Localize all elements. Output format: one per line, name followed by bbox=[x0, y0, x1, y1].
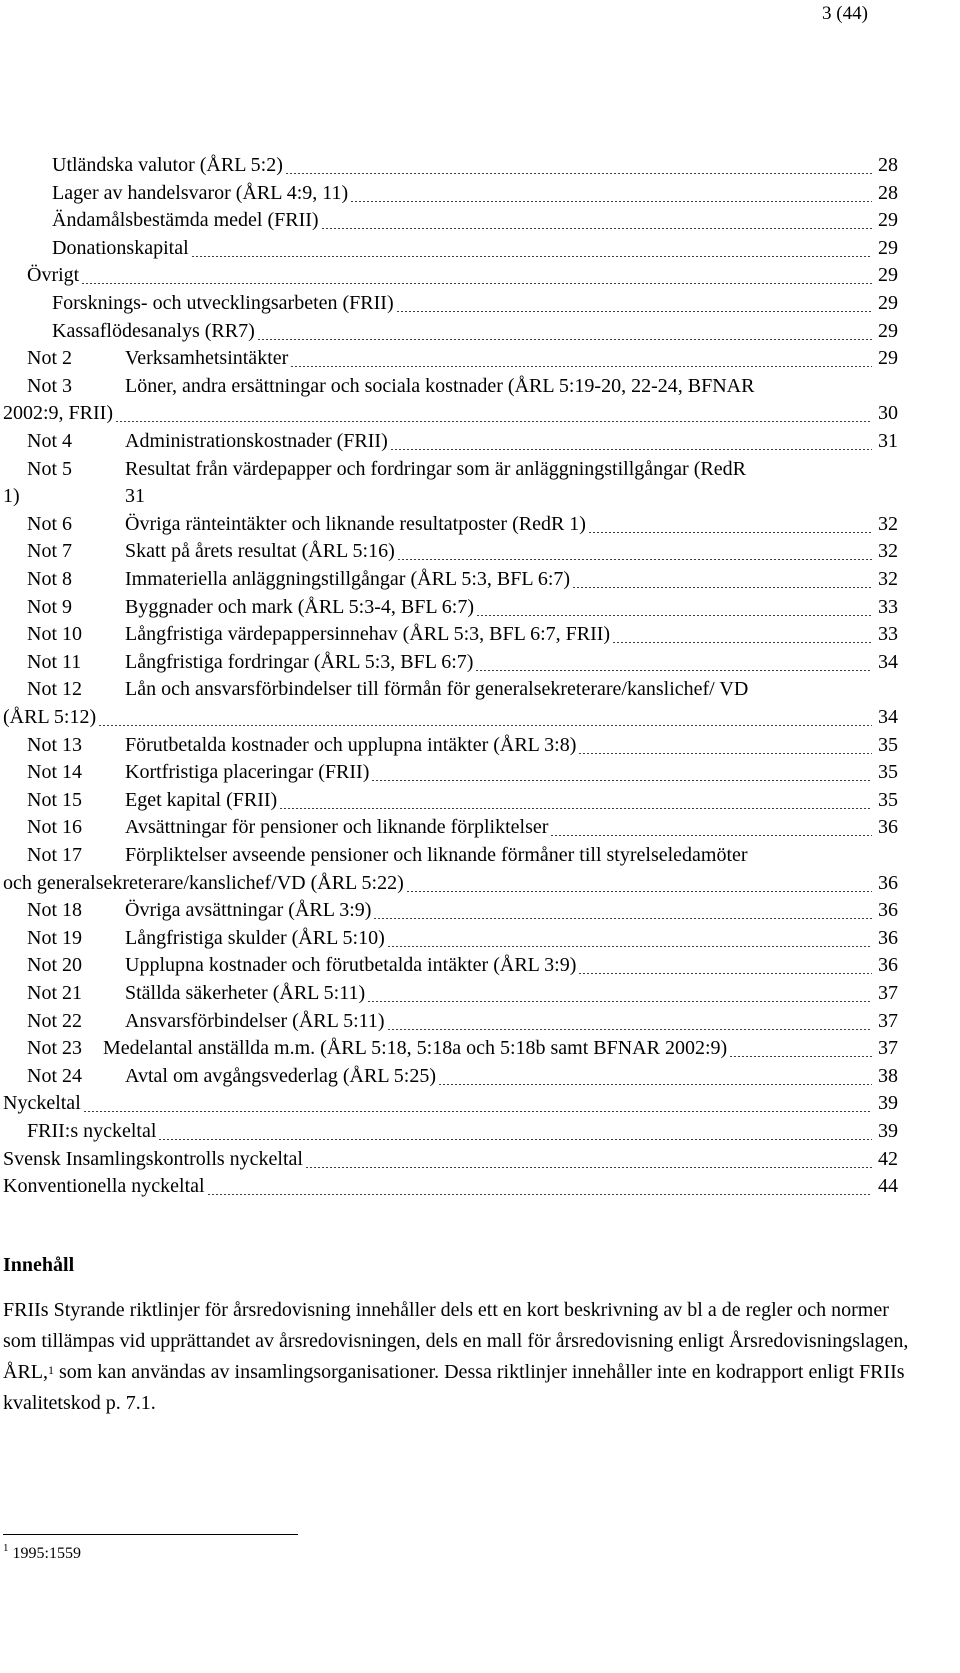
toc-entry[interactable] bbox=[27, 1118, 898, 1145]
toc-entry-title: Långfristiga skulder (ÅRL 5:10) bbox=[125, 926, 385, 949]
toc-entry-title: Upplupna kostnader och förutbetalda intäkter (ÅRL 3:9) bbox=[125, 954, 577, 977]
toc-entry[interactable] bbox=[27, 925, 898, 952]
toc-entry[interactable] bbox=[27, 428, 898, 455]
toc-entry[interactable] bbox=[27, 456, 898, 483]
toc-entry-page: 33 bbox=[876, 594, 898, 621]
toc-entry-continuation[interactable] bbox=[3, 483, 898, 510]
toc-entry-title: Kortfristiga placeringar (FRII) bbox=[125, 761, 370, 784]
toc-entry[interactable] bbox=[52, 290, 898, 317]
toc-leader-dots bbox=[367, 1001, 872, 1002]
toc-entry-number: Not 8 bbox=[27, 568, 72, 590]
toc-entry-number: Not 20 bbox=[27, 954, 82, 977]
toc-entry-title: Donationskapital bbox=[52, 236, 189, 259]
toc-entry-title: Forsknings- och utvecklingsarbeten (FRII) bbox=[52, 292, 394, 314]
toc-entry-number: Not 3 bbox=[27, 374, 72, 397]
toc-entry[interactable] bbox=[27, 538, 898, 565]
toc-entry-number: Not 5 bbox=[27, 457, 72, 480]
toc-entry-page: 28 bbox=[876, 180, 898, 207]
toc-entry-page: 36 bbox=[876, 952, 898, 979]
footnote-marker: 1 bbox=[3, 1542, 9, 1554]
toc-leader-dots bbox=[396, 311, 872, 312]
toc-entry-title: Immateriella anläggningstillgångar (ÅRL 5:3, BFL 6:7) bbox=[125, 568, 571, 590]
toc-entry-number: Not 23 bbox=[27, 1037, 82, 1060]
toc-entry-page: 33 bbox=[876, 621, 898, 648]
toc-entry[interactable] bbox=[27, 649, 898, 676]
toc-entry[interactable] bbox=[27, 262, 898, 289]
toc-entry-page: 39 bbox=[876, 1090, 898, 1117]
footnote-reference: 1 bbox=[48, 1363, 54, 1377]
toc-leader-dots bbox=[406, 891, 872, 892]
toc-entry[interactable] bbox=[27, 621, 898, 648]
toc-entry-number: Not 14 bbox=[27, 761, 82, 784]
toc-entry[interactable] bbox=[27, 980, 898, 1007]
toc-entry[interactable] bbox=[52, 152, 898, 179]
toc-entry[interactable] bbox=[27, 1035, 898, 1062]
toc-entry[interactable] bbox=[52, 180, 898, 207]
toc-entry-title: Skatt på årets resultat (ÅRL 5:16) bbox=[125, 540, 395, 563]
toc-entry-title: Verksamhetsintäkter bbox=[125, 347, 289, 370]
toc-entry-title: Avsättningar för pensioner och liknande förpliktelser bbox=[125, 816, 549, 839]
toc-leader-dots bbox=[387, 1029, 872, 1030]
toc-leader-dots bbox=[550, 835, 872, 836]
toc-entry-page: 32 bbox=[876, 511, 898, 538]
toc-entry-page: 38 bbox=[876, 1063, 898, 1090]
toc-leader-dots bbox=[191, 256, 872, 257]
toc-entry-title: Eget kapital (FRII) bbox=[125, 788, 278, 811]
toc-entry-page: 30 bbox=[876, 400, 898, 427]
toc-entry-title: Ställda säkerheter (ÅRL 5:11) bbox=[125, 982, 366, 1004]
toc-entry-page: 31 bbox=[125, 485, 145, 508]
paragraph-text-2: som kan användas av insamlingsorganisationer. Dessa riktlinjer innehåller inte en kodrapport enligt FRIIs kvalitetskod p. 7.1. bbox=[3, 1361, 905, 1414]
toc-entry-number: Not 13 bbox=[27, 733, 82, 756]
toc-entry-title: Konventionella nyckeltal bbox=[3, 1175, 205, 1198]
toc-entry-page: 36 bbox=[876, 870, 898, 897]
toc-entry[interactable] bbox=[3, 1146, 898, 1173]
toc-entry-number: Not 24 bbox=[27, 1064, 82, 1087]
toc-entry-page: 42 bbox=[876, 1146, 898, 1173]
toc-entry[interactable] bbox=[27, 952, 898, 979]
toc-entry-page: 32 bbox=[876, 566, 898, 593]
toc-entry-number: Not 16 bbox=[27, 816, 82, 839]
toc-leader-dots bbox=[578, 973, 872, 974]
toc-entry-title: Medelantal anställda m.m. (ÅRL 5:18, 5:18a och 5:18b samt BFNAR 2002:9) bbox=[103, 1037, 728, 1060]
toc-leader-dots bbox=[476, 615, 872, 616]
toc-leader-dots bbox=[279, 808, 872, 809]
toc-entry-page: 36 bbox=[876, 897, 898, 924]
toc-leader-dots bbox=[390, 449, 872, 450]
toc-entry-number: Not 17 bbox=[27, 844, 82, 866]
toc-entry[interactable] bbox=[52, 235, 898, 262]
toc-entry-title: Ändamålsbestämda medel (FRII) bbox=[52, 209, 319, 232]
toc-leader-dots bbox=[397, 559, 872, 560]
toc-entry-title-continuation: och generalsekreterare/kanslichef/VD (ÅRL 5:22) bbox=[3, 871, 404, 894]
toc-entry-title: FRII:s nyckeltal bbox=[27, 1120, 157, 1142]
toc-entry-page: 29 bbox=[876, 235, 898, 262]
toc-entry-title: Svensk Insamlingskontrolls nyckeltal bbox=[3, 1147, 303, 1170]
toc-leader-dots bbox=[475, 670, 872, 671]
toc-entry[interactable] bbox=[27, 732, 898, 759]
toc-entry-page: 29 bbox=[876, 345, 898, 372]
toc-entry-page: 29 bbox=[876, 318, 898, 345]
toc-leader-dots bbox=[371, 780, 872, 781]
toc-leader-dots bbox=[350, 201, 872, 202]
toc-entry-number: Not 7 bbox=[27, 540, 72, 563]
toc-entry-number: Not 11 bbox=[27, 650, 82, 673]
toc-entry-title: Övriga avsättningar (ÅRL 3:9) bbox=[125, 899, 372, 922]
toc-entry[interactable] bbox=[27, 345, 898, 372]
toc-entry[interactable] bbox=[27, 1063, 898, 1090]
toc-leader-dots bbox=[438, 1084, 872, 1085]
toc-entry[interactable] bbox=[27, 759, 898, 786]
paragraph-text-1: FRIIs Styrande riktlinjer för årsredovisning innehåller dels ett en kort beskrivning av bl a de regler och normer som tillämpas vid upprättandet av årsredovisningen, dels en mall för årsredovisning enligt Årsredovisningslagen, ÅRL, bbox=[3, 1299, 909, 1383]
toc-entry-title: Nyckeltal bbox=[3, 1092, 81, 1115]
toc-entry-title: Övriga ränteintäkter och liknande resultatposter (RedR 1) bbox=[125, 512, 586, 535]
toc-entry-title: Förutbetalda kostnader och upplupna intäkter (ÅRL 3:8) bbox=[125, 733, 577, 756]
toc-leader-dots bbox=[158, 1139, 872, 1140]
toc-entry-page: 35 bbox=[876, 787, 898, 814]
toc-leader-dots bbox=[81, 283, 872, 284]
section-heading: Innehåll bbox=[3, 1254, 75, 1276]
toc-leader-dots bbox=[285, 173, 872, 174]
toc-leader-dots bbox=[588, 532, 872, 533]
toc-entry-number: Not 12 bbox=[27, 678, 82, 701]
toc-entry-continuation[interactable] bbox=[3, 400, 898, 427]
toc-entry-title: Löner, andra ersättningar och sociala kostnader (ÅRL 5:19-20, 22-24, BFNAR bbox=[125, 374, 755, 397]
toc-entry[interactable] bbox=[27, 511, 898, 538]
toc-leader-dots bbox=[321, 228, 872, 229]
toc-leader-dots bbox=[387, 946, 872, 947]
toc-entry-number: Not 22 bbox=[27, 1009, 82, 1032]
toc-entry-title: Kassaflödesanalys (RR7) bbox=[52, 319, 255, 342]
toc-entry-continuation[interactable] bbox=[3, 704, 898, 731]
toc-entry-title: Administrationskostnader (FRII) bbox=[125, 430, 388, 452]
toc-entry-page: 37 bbox=[876, 1035, 898, 1062]
toc-entry[interactable] bbox=[3, 1090, 898, 1117]
toc-leader-dots bbox=[115, 421, 872, 422]
toc-leader-dots bbox=[290, 366, 872, 367]
toc-entry-page: 35 bbox=[876, 732, 898, 759]
toc-entry-title: Avtal om avgångsvederlag (ÅRL 5:25) bbox=[125, 1064, 437, 1087]
toc-leader-dots bbox=[578, 753, 872, 754]
toc-entry-page: 29 bbox=[876, 262, 898, 289]
toc-entry-number: Not 15 bbox=[27, 788, 82, 811]
toc-entry-title: Resultat från värdepapper och fordringar som är anläggningstillgångar (RedR bbox=[125, 457, 746, 480]
toc-entry-title: Lån och ansvarsförbindelser till förmån för generalsekreterare/kanslichef/ VD bbox=[125, 678, 749, 701]
toc-entry-title-continuation: 2002:9, FRII) bbox=[3, 402, 113, 425]
footnote-divider bbox=[3, 1534, 298, 1535]
toc-entry[interactable] bbox=[27, 1008, 898, 1035]
toc-entry-title: Utländska valutor (ÅRL 5:2) bbox=[52, 154, 283, 176]
toc-entry-page: 29 bbox=[876, 290, 898, 317]
toc-leader-dots bbox=[83, 1111, 872, 1112]
toc-leader-dots bbox=[612, 642, 872, 643]
toc-entry[interactable] bbox=[27, 676, 898, 703]
toc-entry-page: 28 bbox=[876, 152, 898, 179]
toc-entry-page: 36 bbox=[876, 814, 898, 841]
toc-entry-title: Byggnader och mark (ÅRL 5:3-4, BFL 6:7) bbox=[125, 595, 475, 618]
toc-leader-dots bbox=[572, 587, 872, 588]
toc-entry[interactable] bbox=[27, 897, 898, 924]
toc-entry[interactable] bbox=[52, 207, 898, 234]
toc-leader-dots bbox=[305, 1167, 872, 1168]
toc-entry-number: Not 9 bbox=[27, 595, 72, 618]
toc-leader-dots bbox=[207, 1194, 872, 1195]
toc-entry[interactable] bbox=[27, 594, 898, 621]
toc-entry-title-continuation: (ÅRL 5:12) bbox=[3, 706, 97, 728]
toc-entry-page: 31 bbox=[876, 428, 898, 455]
toc-entry-page: 29 bbox=[876, 207, 898, 234]
toc-entry-number: Not 4 bbox=[27, 430, 72, 452]
toc-entry[interactable] bbox=[27, 373, 898, 400]
intro-paragraph bbox=[3, 1295, 913, 1419]
toc-entry-page: 34 bbox=[876, 704, 898, 731]
toc-entry-number: Not 21 bbox=[27, 982, 82, 1004]
toc-entry[interactable] bbox=[27, 814, 898, 841]
toc-entry-number: Not 10 bbox=[27, 623, 82, 646]
toc-entry-page: 37 bbox=[876, 980, 898, 1007]
toc-leader-dots bbox=[373, 918, 872, 919]
footnote bbox=[3, 1542, 81, 1563]
toc-leader-dots bbox=[257, 339, 872, 340]
toc-entry[interactable] bbox=[27, 566, 898, 593]
toc-entry-number: Not 19 bbox=[27, 926, 82, 949]
toc-entry-number: Not 2 bbox=[27, 347, 72, 370]
toc-entry-page: 37 bbox=[876, 1008, 898, 1035]
page-number: 3 (44) bbox=[822, 3, 868, 24]
footnote-text: 1995:1559 bbox=[12, 1545, 81, 1562]
toc-entry-title: Långfristiga värdepappersinnehav (ÅRL 5:3, BFL 6:7, FRII) bbox=[125, 623, 611, 646]
toc-entry-title: Övrigt bbox=[27, 264, 80, 287]
toc-entry-page: 32 bbox=[876, 538, 898, 565]
toc-entry[interactable] bbox=[3, 1173, 898, 1200]
toc-entry-page: 36 bbox=[876, 925, 898, 952]
toc-entry-continuation[interactable] bbox=[3, 870, 898, 897]
toc-leader-dots bbox=[729, 1056, 872, 1057]
toc-entry-page: 35 bbox=[876, 759, 898, 786]
toc-entry-title-continuation: 1) bbox=[3, 485, 20, 508]
toc-entry-number: Not 18 bbox=[27, 899, 82, 922]
toc-entry-title: Ansvarsförbindelser (ÅRL 5:11) bbox=[125, 1009, 385, 1032]
toc-entry-title: Lager av handelsvaror (ÅRL 4:9, 11) bbox=[52, 181, 349, 204]
toc-entry[interactable] bbox=[27, 842, 898, 869]
toc-entry-number: Not 6 bbox=[27, 512, 72, 535]
toc-entry[interactable] bbox=[52, 318, 898, 345]
toc-entry-page: 44 bbox=[876, 1173, 898, 1200]
toc-entry-page: 39 bbox=[876, 1118, 898, 1145]
toc-entry-page: 34 bbox=[876, 649, 898, 676]
toc-entry-title: Förpliktelser avseende pensioner och liknande förmåner till styrelseledamöter bbox=[125, 844, 748, 866]
toc-leader-dots bbox=[98, 725, 872, 726]
toc-entry[interactable] bbox=[27, 787, 898, 814]
toc-entry-title: Långfristiga fordringar (ÅRL 5:3, BFL 6:7) bbox=[125, 650, 474, 673]
